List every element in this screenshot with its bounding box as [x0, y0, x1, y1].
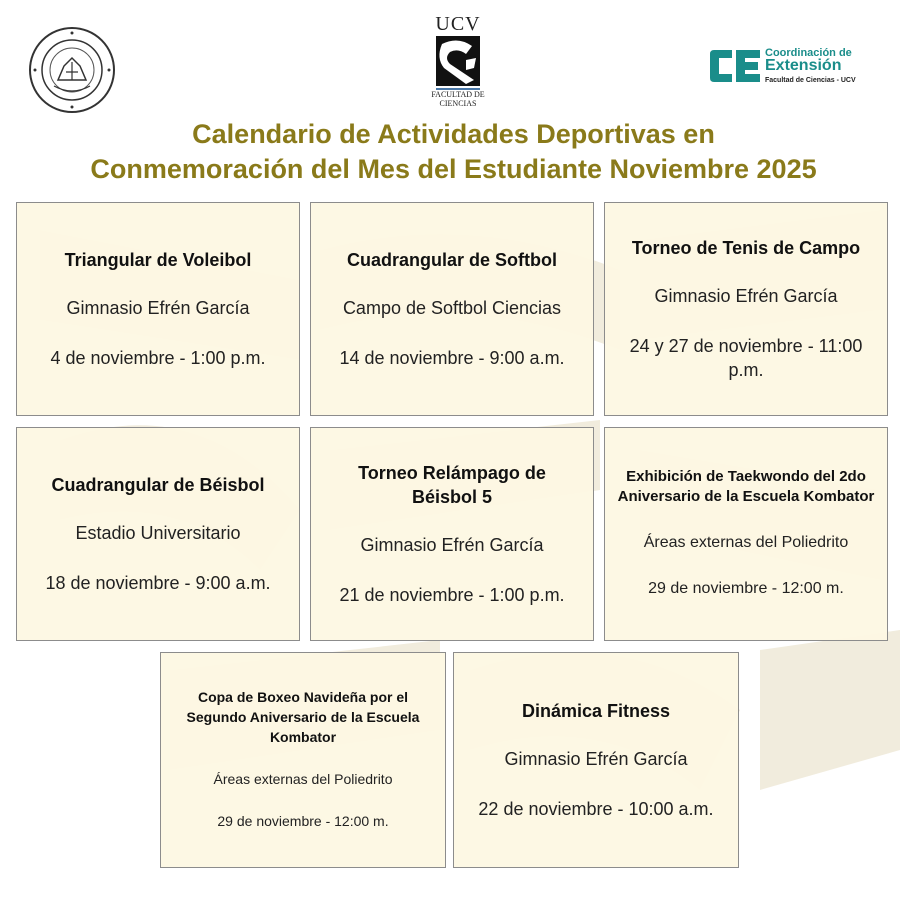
- ciencias-logo-acronym: UCV: [435, 13, 481, 35]
- event-name: Dinámica Fitness: [521, 701, 671, 721]
- event-name: Torneo Relámpago de Béisbol 5: [358, 463, 546, 507]
- event-date: 18 de noviembre - 9:00 a.m.: [45, 573, 271, 593]
- event-name: Triangular de Voleibol: [64, 250, 252, 270]
- event-place: Gimnasio Efrén García: [654, 286, 838, 306]
- event-place: Áreas externas del Poliedrito: [643, 534, 849, 551]
- event-date: 22 de noviembre - 10:00 a.m.: [478, 799, 714, 819]
- event-place: Campo de Softbol Ciencias: [342, 298, 562, 318]
- event-card: [453, 652, 739, 868]
- event-card: [604, 202, 888, 416]
- event-card: [160, 652, 446, 868]
- extension-logo: [710, 44, 890, 88]
- event-name: Exhibición de Taekwondo del 2do Aniversario de la Escuela Kombator: [617, 468, 875, 505]
- event-date: 29 de noviembre - 12:00 m.: [217, 813, 389, 829]
- event-date: 21 de noviembre - 1:00 p.m.: [339, 585, 565, 605]
- event-date: 24 y 27 de noviembre - 11:00 p.m.: [629, 336, 863, 380]
- event-name: Cuadrangular de Softbol: [346, 250, 557, 270]
- ucv-seal-logo: [28, 26, 116, 114]
- title-line1: Calendario de Actividades Deportivas en: [192, 119, 715, 149]
- event-place: Gimnasio Efrén García: [360, 535, 544, 555]
- event-name: Copa de Boxeo Navideña por el Segundo Aniversario de la Escuela Kombator: [186, 689, 420, 745]
- event-card: [16, 427, 300, 641]
- event-card: [604, 427, 888, 641]
- extension-logo-line3: Facultad de Ciencias - UCV: [765, 77, 856, 84]
- event-date: 29 de noviembre - 12:00 m.: [648, 580, 844, 597]
- event-place: Gimnasio Efrén García: [504, 749, 688, 769]
- title-line2: Conmemoración del Mes del Estudiante Noviembre 2025: [90, 154, 817, 184]
- header: [0, 0, 907, 110]
- event-name: Cuadrangular de Béisbol: [51, 475, 265, 495]
- event-place: Gimnasio Efrén García: [66, 298, 250, 318]
- event-name: Torneo de Tenis de Campo: [631, 238, 861, 258]
- event-place: Áreas externas del Poliedrito: [213, 771, 393, 787]
- event-card: [310, 427, 594, 641]
- event-place: Estadio Universitario: [75, 523, 241, 543]
- extension-logo-line2: Extensión: [765, 57, 842, 74]
- event-card: [16, 202, 300, 416]
- event-card: [310, 202, 594, 416]
- extension-logo-line1: Coordinación de: [765, 47, 852, 59]
- page-title: [0, 117, 907, 187]
- ciencias-mark-icon: [436, 36, 480, 86]
- event-date: 4 de noviembre - 1:00 p.m.: [50, 348, 266, 368]
- ciencias-logo: [428, 14, 488, 106]
- ciencias-logo-caption: FACULTAD DE CIENCIAS: [431, 90, 485, 108]
- event-date: 14 de noviembre - 9:00 a.m.: [339, 348, 565, 368]
- extension-ce-mark-icon: [710, 46, 762, 86]
